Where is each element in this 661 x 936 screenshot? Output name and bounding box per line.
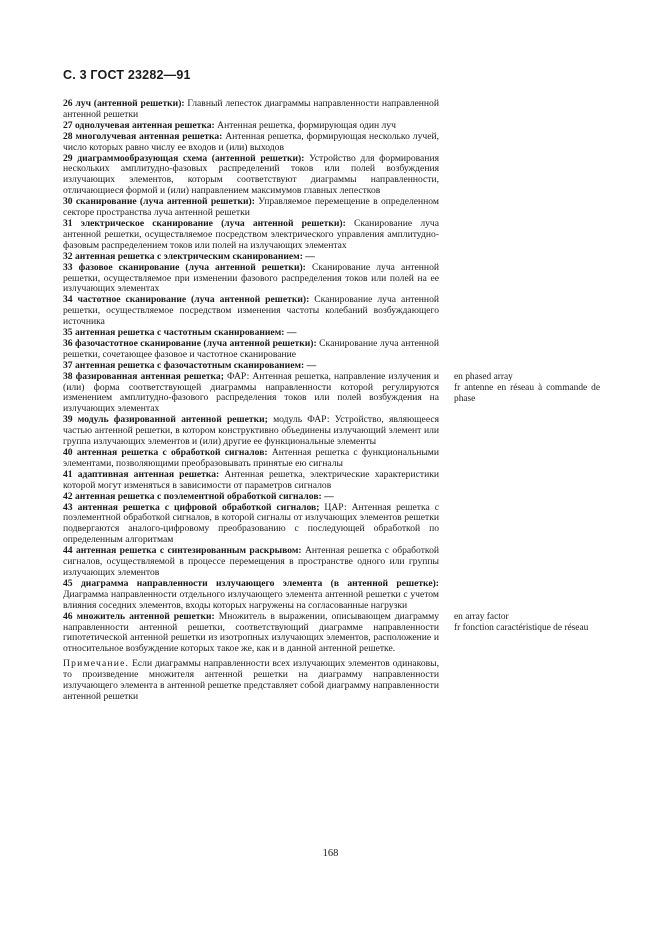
term-entry: [63, 339, 439, 361]
translation-en: en phased array: [454, 372, 513, 382]
term-entry: [63, 263, 439, 296]
term-title: 34 частотное сканирование (луча антенной решетки):: [63, 294, 310, 306]
term-title: 27 однолучевая антенная решетка:: [63, 119, 215, 131]
translation-fr: fr fonction caractéristique de réseau: [454, 622, 589, 633]
term-title: 31 электрическое сканирование (луча антенной решетки):: [63, 217, 346, 229]
term-entry: [63, 132, 439, 154]
term-definition: Сканирование луча антенной решетки, сочетающее фазовое и частотное сканирование: [63, 337, 439, 360]
term-title: 37 антенная решетка с фазочастотным сканированием: —: [63, 359, 317, 371]
term-title: 35 антенная решетка с частотным сканированием: —: [63, 327, 297, 339]
page-header: С. 3 ГОСТ 23282—91: [63, 68, 191, 82]
term-definition: ФАР: Антенная решетка, направление излучения и (или) форма соответствующей диаграммы направленности которой регулируются изменением амплитудно-фазового распределения токов или полей возбуждения на излучающих элементах: [63, 370, 439, 415]
term-entry: [63, 415, 439, 448]
term-definition: Сканирование луча антенной решетки, осуществляемое посредством изменения частоты колебаний возбуждающего источника: [63, 294, 439, 328]
term-entry: [63, 197, 439, 219]
term-title: 30 сканирование (луча антенной решетки):: [63, 196, 255, 208]
term-entry: [63, 154, 439, 198]
term-entry: [63, 295, 439, 328]
term-definition: Антенная решетка с обработкой сигналов, осуществляемой в процессе перемещения в пространстве одного или группы излучающих элементов: [63, 545, 439, 578]
term-title: 40 антенная решетка с обработкой сигналов:: [63, 447, 268, 458]
term-definition: Сканирование луча антенной решетки, осуществляемое посредством электрического управления амплитудно-фазовым распределением токов или полей на излучающих элементах: [63, 217, 440, 251]
term-definition: Устройство для формирования нескольких амплитудно-фазовых распределений токов или полей возбуждения излучающих элементов, которым соответствуют диаграммы направленности, отличающиеся формой и (или) направлением максимумов главных лепестков: [63, 152, 439, 197]
term-title: 42 антенная решетка с поэлементной обработкой сигналов: —: [63, 490, 334, 502]
term-definition: Антенная решетка с функциональными элементами, позволяющими преобразовывать принятые ею сигналы: [63, 447, 439, 469]
term-entry: [63, 503, 439, 547]
term-entry: [63, 546, 439, 579]
term-entry: [63, 448, 439, 470]
term-title: 29 диаграммообразующая схема (антенной решетки):: [63, 152, 305, 164]
term-title: 28 многолучевая антенная решетка:: [63, 130, 223, 142]
term-definition: Антенная решетка, электрические характеристики которой могут изменяться в зависимости от параметров сигналов: [63, 468, 439, 491]
term-title: 45 диаграмма направленности излучающего элемента (в антенной решетке):: [63, 577, 439, 589]
term-entry: [63, 579, 439, 612]
term-definition: Управляемое перемещение в определенном секторе пространства луча антенной решетки: [63, 196, 439, 219]
note-paragraph: [63, 659, 439, 703]
term-definition: модуль ФАР: Устройство, являющееся частью антенной решетки, в котором конструктивно объединены излучающий элемент или группа излучающих элементов и (или) другие ее функциональные элементы: [63, 414, 439, 448]
translation-en: en array factor: [454, 612, 509, 622]
side-translation-phased-array: [454, 372, 600, 405]
term-entry: [63, 612, 439, 656]
terms-column: [63, 99, 439, 703]
page-number: 168: [322, 848, 339, 859]
term-entry: [63, 99, 439, 121]
term-title: 43 антенная решетка с цифровой обработкой сигналов;: [63, 501, 320, 513]
term-title: 32 антенная решетка с электрическим сканированием: —: [63, 250, 315, 262]
term-title: 33 фазовое сканирование (луча антенной решетки):: [63, 261, 306, 273]
term-title: 36 фазочастотное сканирование (луча антенной решетки):: [63, 337, 317, 349]
term-definition: Диаграмма направленности отдельного излучающего элемента антенной решетки с учетом влияния соседних элементов, входы которых нагружены на согласованные нагрузки: [63, 588, 439, 611]
term-title: 44 антенная решетка с синтезированным раскрывом:: [63, 545, 302, 557]
term-definition: Главный лепесток диаграммы направленности направленной антенной решетки: [63, 98, 439, 120]
note-text: Если диаграммы направленности всех излучающих элементов одинаковы, то произведение множителя антенной решетки на диаграмму направленности излучающего элемента в антенной решетке представляет собой диаграмму направленности антенной решетки: [63, 658, 439, 702]
term-definition: ЦАР: Антенная решетка с поэлементной обработкой сигналов, в которой сигналы от излучающих элементов решетки подвергаются аналого-цифровому преобразованию с последующей обработкой по определенным алгоритмам: [63, 501, 439, 546]
term-title: 26 луч (антенной решетки):: [63, 98, 185, 109]
term-entry: [63, 372, 439, 416]
term-definition: Множитель в выражении, описывающем диаграмму направленности антенной решетки, соответствующий диаграмме направленности гипотетической антенной решетки из изотропных излучающих элементов, расположение и относительное возбуждение которых такое же, как и в данной антенной решетке.: [63, 610, 439, 655]
term-entry: [63, 219, 439, 252]
term-definition: Антенная решетка, формирующая один луч: [217, 119, 396, 131]
note-label: Примечание.: [63, 658, 130, 670]
term-title: 38 фазированная антенная решетка;: [63, 370, 224, 382]
term-title: 46 множитель антенной решетки:: [63, 610, 215, 622]
side-translation-array-factor: [454, 612, 600, 634]
term-title: 41 адаптивная антенная решетка:: [63, 468, 220, 480]
translation-fr: fr antenne en réseau à commande de phase: [454, 382, 600, 404]
term-definition: Антенная решетка, формирующая несколько лучей, число которых равно числу ее входов и (или) выходов: [63, 130, 439, 153]
term-entry: [63, 470, 439, 492]
term-definition: Сканирование луча антенной решетки, осуществляемое при изменении фазового распределения токов или полей на ее излучающих элементах: [63, 261, 439, 295]
term-title: 39 модуль фазированной антенной решетки;: [63, 414, 268, 426]
